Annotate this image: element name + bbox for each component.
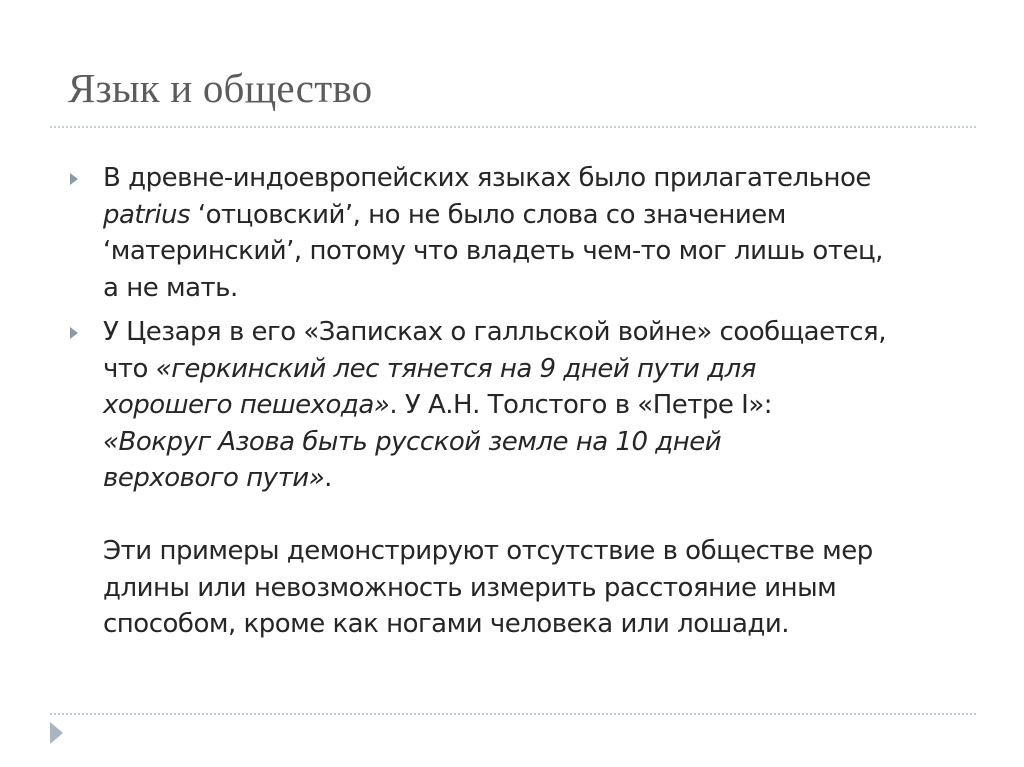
triangle-right-icon — [70, 327, 78, 339]
text-line: способом, кроме как ногами человека или лошади. — [103, 609, 790, 639]
slide-title: Язык и общество — [68, 65, 373, 111]
quote-text: «геркинский лес тянется на 9 дней пути для — [155, 353, 756, 384]
quote-text: «Вокруг Азова быть русской земле на 10 дней — [103, 426, 722, 457]
quote-text: верхового пути» — [103, 463, 325, 493]
text-line: хорошего пешехода». У А.Н. Толстого в «Петре I»: — [103, 390, 773, 420]
quote-text: хорошего пешехода» — [103, 390, 390, 420]
footer-divider — [50, 713, 976, 715]
triangle-right-icon — [50, 722, 63, 744]
latin-term: patrius — [103, 199, 191, 230]
bullet-item-1 — [70, 160, 960, 306]
paragraph-gap — [103, 497, 960, 534]
text-line: а не мать. — [103, 272, 238, 303]
text-line: Эти примеры демонстрируют отсутствие в обществе мер — [103, 536, 873, 566]
text-line: что «геркинский лес тянется на 9 дней пути для — [103, 353, 756, 384]
triangle-right-icon — [70, 173, 78, 185]
title-divider — [50, 126, 976, 128]
text-line — [103, 424, 960, 461]
bullet-item-2 — [70, 314, 960, 643]
text-line: У Цезаря в его «Записках о галльской войне» сообщается, — [103, 317, 886, 347]
text-line: ‘материнский’, потому что владеть чем-то мог лишь отец, — [103, 236, 883, 266]
slide-content — [70, 160, 960, 651]
text-line: длины или невозможность измерить расстояние иным — [103, 572, 837, 603]
text-line: patrius ‘отцовский’, но не было слова со значением — [103, 199, 786, 230]
text-line: В древне-индоевропейских языках было прилагательное — [103, 163, 871, 193]
text-line: верхового пути». — [103, 463, 332, 493]
